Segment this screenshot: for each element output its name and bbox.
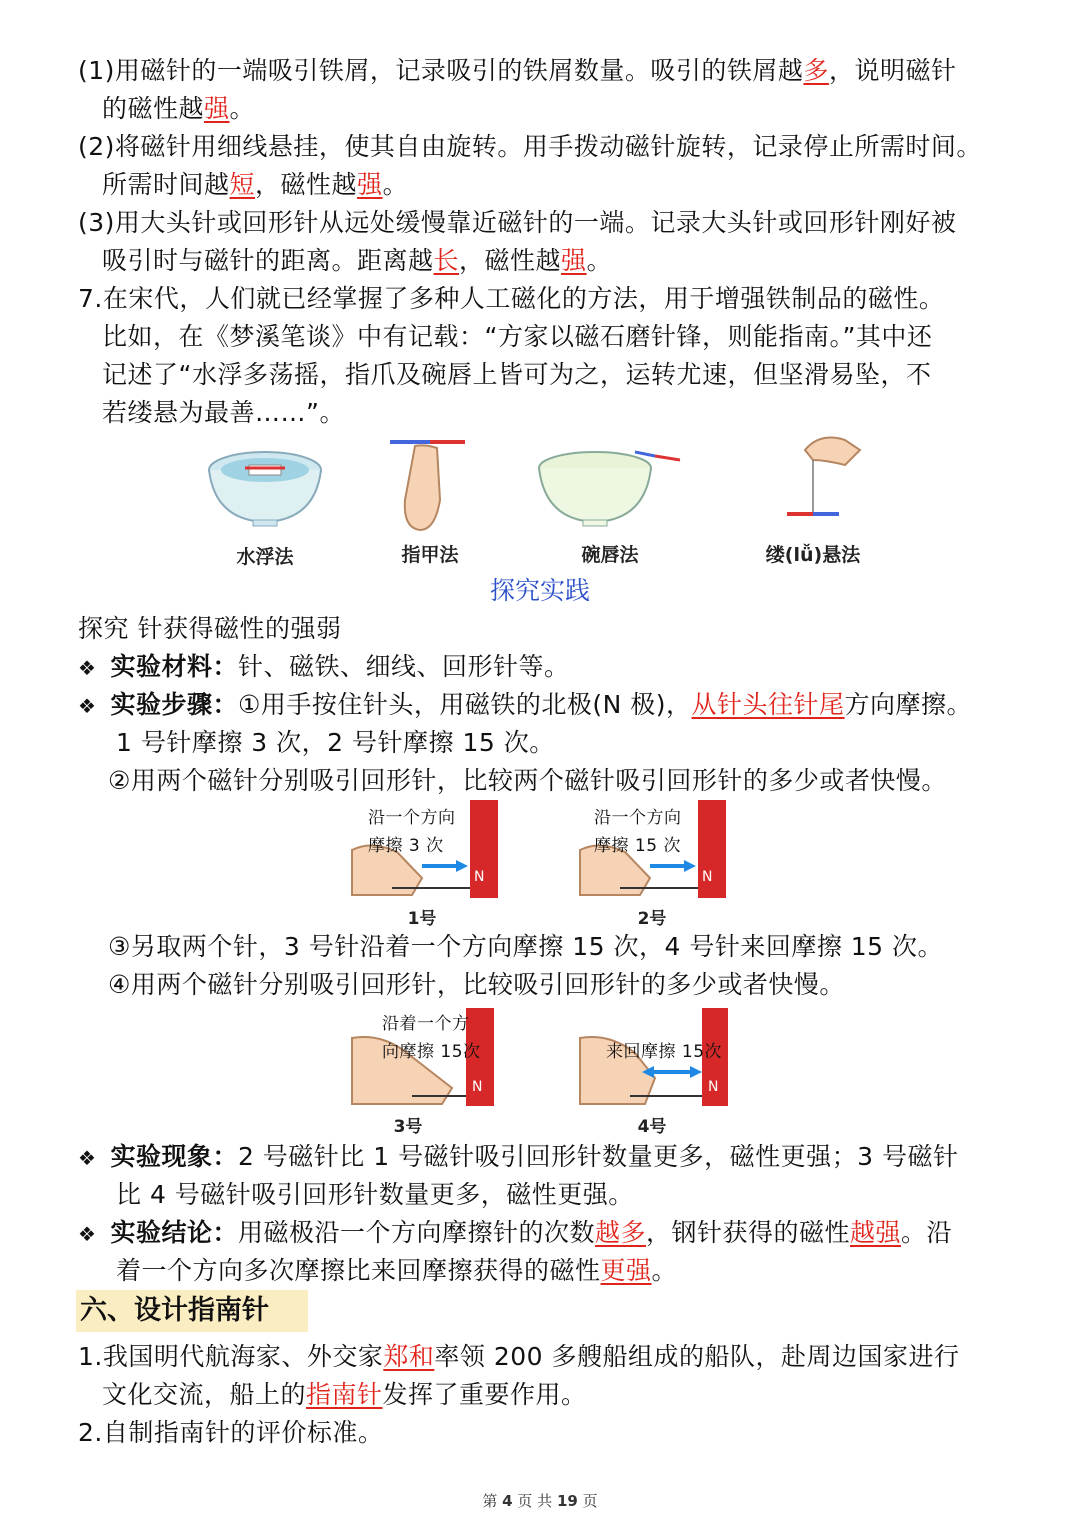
fig1-text-2: 摩擦 3 次 <box>368 836 444 856</box>
text-line-8: 比如，在《梦溪笔谈》中有记载：“方家以磁石磨针锋，则能指南。”其中还 <box>102 322 933 351</box>
answer-strong: 强 <box>204 94 230 123</box>
steps-line: ❖ 实验步骤：①用手按住针头，用磁铁的北极(N 极)，从针头往针尾方向摩擦。 <box>78 690 973 719</box>
caption-bowl-rim: 碗唇法 <box>581 544 639 566</box>
text-line-3: (2)将磁针用细线悬挂，使其自由旋转。用手拨动磁针旋转，记录停止所需时间。 <box>78 132 982 161</box>
practice-title: 探究实践 <box>489 576 590 605</box>
text-line-1: (1)用磁针的一端吸引铁屑，记录吸引的铁屑数量。吸引的铁屑越多，说明磁针 <box>78 56 957 85</box>
s6-line-2: 文化交流，船上的指南针发挥了重要作用。 <box>102 1380 587 1409</box>
text-line-2: 的磁性越强。 <box>102 94 256 123</box>
explore-title: 探究 针获得磁性的强弱 <box>78 614 342 643</box>
answer-more: 多 <box>803 56 829 85</box>
steps-line-2: 1 号针摩擦 3 次，2 号针摩擦 15 次。 <box>116 728 555 757</box>
fig4-label: 4号 <box>637 1117 667 1137</box>
caption-thread-suspension: 缕(lǚ)悬法 <box>765 544 861 566</box>
conclusion-line-2: 着一个方向多次摩擦比来回摩擦获得的磁性更强。 <box>116 1256 678 1285</box>
fig2-n-pole: N <box>702 869 713 885</box>
text-line-6: 吸引时与磁针的距离。距离越长，磁性越强。 <box>102 246 613 275</box>
fig3-text-1: 沿着一个方 <box>382 1014 470 1034</box>
phenomenon-line-2: 比 4 号磁针吸引回形针数量更多，磁性更强。 <box>116 1180 634 1209</box>
section-heading: 六、设计指南针 <box>80 1295 269 1326</box>
text-line-10: 若缕悬为最善……”。 <box>102 398 345 427</box>
text-line-4: 所需时间越短，磁性越强。 <box>102 170 409 199</box>
fig2-text-1: 沿一个方向 <box>594 808 682 828</box>
fig1-text-1: 沿一个方向 <box>368 808 456 828</box>
water-float-illustration <box>205 440 325 530</box>
fingernail-illustration <box>385 430 475 540</box>
conclusion-line: ❖ 实验结论：用磁极沿一个方向摩擦针的次数越多，钢针获得的磁性越强。沿 <box>78 1218 953 1247</box>
caption-fingernail: 指甲法 <box>401 544 459 566</box>
bowl-rim-illustration <box>535 440 685 530</box>
bullet-icon: ❖ <box>78 1222 97 1246</box>
phenomenon-line: ❖ 实验现象：2 号磁针比 1 号磁针吸引回形针数量更多，磁性更强；3 号磁针 <box>78 1142 959 1171</box>
materials-line: ❖ 实验材料：针、磁铁、细线、回形针等。 <box>78 652 570 681</box>
caption-water-float: 水浮法 <box>236 546 294 568</box>
text-line-5: (3)用大头针或回形针从远处缓慢靠近磁针的一端。记录大头针或回形针刚好被 <box>78 208 957 237</box>
text-line-9: 记述了“水浮多荡摇，指爪及碗唇上皆可为之，运转尤速，但坚滑易坠，不 <box>102 360 932 389</box>
step-2: ②用两个磁针分别吸引回形针，比较两个磁针吸引回形针的多少或者快慢。 <box>108 766 947 795</box>
fig3-label: 3号 <box>393 1117 423 1137</box>
fig4-text: 来回摩擦 15次 <box>606 1042 723 1062</box>
text-line-7: 7.在宋代，人们就已经掌握了多种人工磁化的方法，用于增强铁制品的磁性。 <box>78 284 945 313</box>
bullet-icon: ❖ <box>78 694 97 718</box>
page-footer: 第 4 页 共 19 页 <box>482 1492 598 1510</box>
bullet-icon: ❖ <box>78 1146 97 1170</box>
fig2-label: 2号 <box>637 909 667 929</box>
fig4-n-pole: N <box>708 1079 719 1095</box>
fig2-text-2: 摩擦 15 次 <box>594 836 681 856</box>
s6-line-1: 1.我国明代航海家、外交家郑和率领 200 多艘船组成的船队，赴周边国家进行 <box>78 1342 960 1371</box>
thread-suspension-illustration <box>775 430 865 540</box>
s6-line-3: 2.自制指南针的评价标准。 <box>78 1418 384 1447</box>
fig3-text-2: 向摩擦 15次 <box>382 1042 481 1062</box>
fig3-n-pole: N <box>472 1079 483 1095</box>
bullet-icon: ❖ <box>78 656 97 680</box>
step-3: ③另取两个针，3 号针沿着一个方向摩擦 15 次，4 号针来回摩擦 15 次。 <box>108 932 944 961</box>
fig1-label: 1号 <box>407 909 437 929</box>
fig1-n-pole: N <box>474 869 485 885</box>
step-4: ④用两个磁针分别吸引回形针，比较吸引回形针的多少或者快慢。 <box>108 970 845 999</box>
